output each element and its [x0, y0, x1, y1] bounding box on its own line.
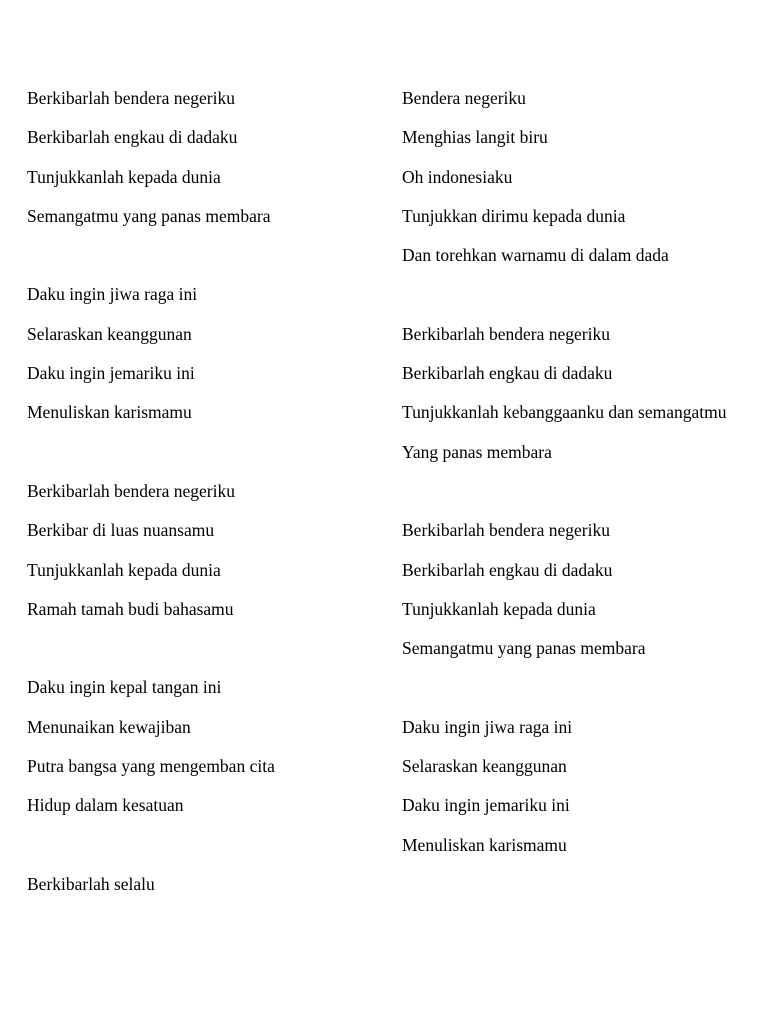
- left-column: [27, 88, 377, 913]
- lyric-line: Berkibarlah bendera negeriku: [27, 88, 235, 108]
- lyric-line: Tunjukkanlah kepada dunia: [27, 559, 221, 580]
- lyric-line: Berkibarlah engkau di dadaku: [402, 559, 613, 580]
- lyric-line: Daku ingin jiwa raga ini: [27, 284, 198, 305]
- lyric-line: Berkibarlah selalu: [27, 873, 155, 894]
- lyric-line: Berkibarlah bendera negeriku: [402, 323, 610, 344]
- right-column: [402, 88, 732, 874]
- lyric-line: Putra bangsa yang mengemban cita: [27, 756, 275, 777]
- stanza-break: [27, 442, 377, 481]
- lyric-line: Berkibarlah bendera negeriku: [27, 480, 235, 501]
- lyric-line: Berkibarlah engkau di dadaku: [402, 363, 613, 384]
- lyric-line: Daku ingin jiwa raga ini: [402, 716, 573, 737]
- lyric-line: Oh indonesiaku: [402, 166, 513, 187]
- lyric-line: Menunaikan kewajiban: [27, 716, 191, 737]
- lyric-line: Tunjukkanlah kepada dunia: [402, 598, 596, 619]
- stanza-break: [27, 245, 377, 284]
- lyric-line: Daku ingin jemariku ini: [402, 795, 570, 816]
- stanza-break: [402, 677, 732, 716]
- lyric-line: Berkibarlah bendera negeriku: [402, 520, 610, 541]
- lyric-line: Tunjukkan dirimu kepada dunia: [402, 205, 626, 226]
- lyric-line: Semangatmu yang panas membara: [402, 638, 646, 659]
- lyric-line: Dan torehkan warnamu di dalam dada: [402, 245, 669, 266]
- stanza-break: [27, 835, 377, 874]
- lyric-line: Daku ingin kepal tangan ini: [27, 677, 222, 698]
- lyric-line: Daku ingin jemariku ini: [27, 363, 195, 384]
- lyric-line: Menuliskan karismamu: [27, 402, 192, 423]
- lyric-line: Ramah tamah budi bahasamu: [27, 598, 234, 619]
- lyric-line: Hidup dalam kesatuan: [27, 795, 184, 816]
- lyric-line: Yang panas membara: [402, 441, 552, 462]
- stanza-break: [27, 638, 377, 677]
- lyric-line: Berkibarlah engkau di dadaku: [27, 127, 238, 148]
- lyric-line: Berkibar di luas nuansamu: [27, 520, 215, 541]
- stanza-break: [402, 284, 732, 323]
- lyric-line: Menghias langit biru: [402, 127, 548, 148]
- lyric-line: Selaraskan keanggunan: [402, 756, 567, 777]
- lyric-line: Tunjukkanlah kepada dunia: [27, 166, 221, 187]
- lyric-line: Menuliskan karismamu: [402, 834, 567, 855]
- lyric-line: Semangatmu yang panas membara: [27, 205, 271, 226]
- lyric-line: Tunjukkanlah kebanggaanku dan semangatmu: [402, 402, 727, 423]
- lyric-line: Bendera negeriku: [402, 88, 526, 108]
- lyric-line: Selaraskan keanggunan: [27, 323, 192, 344]
- stanza-break: [402, 481, 732, 520]
